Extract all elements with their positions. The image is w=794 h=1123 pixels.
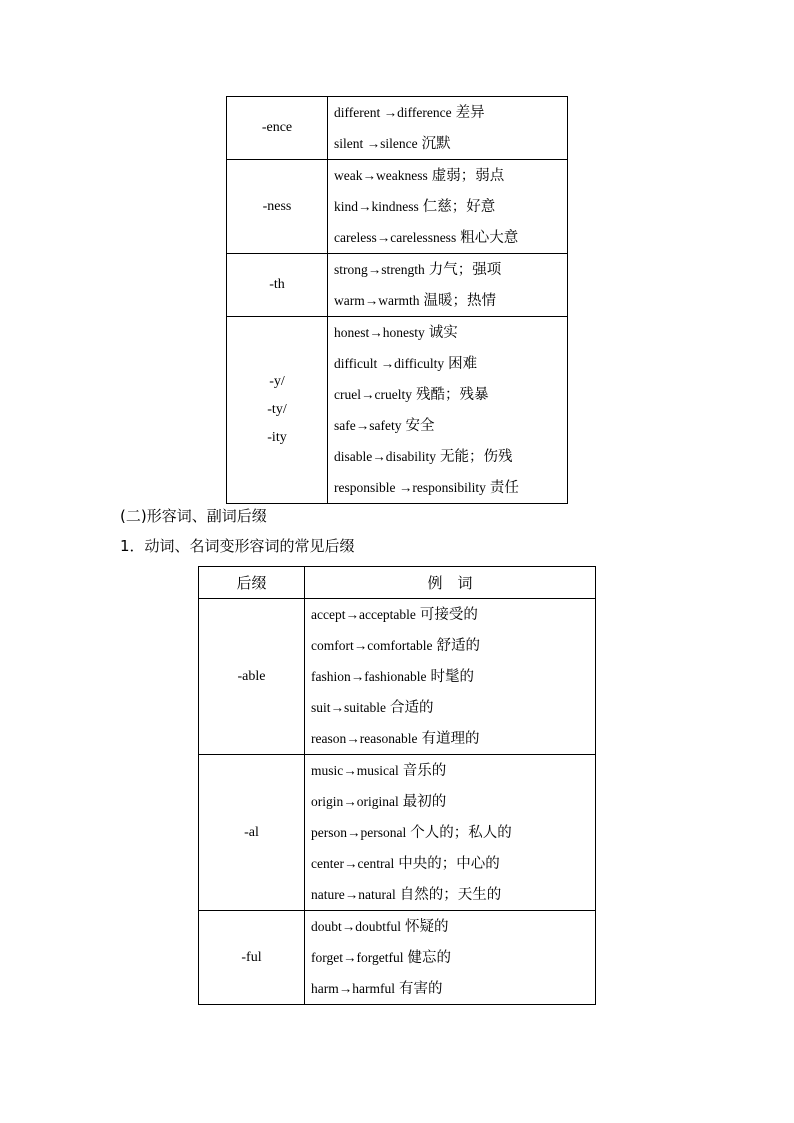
example-line [311,755,595,786]
example-meaning: 困难 [448,356,478,372]
example-meaning: 残酷；残暴 [415,387,489,403]
example-line [334,317,567,348]
example-meaning: 责任 [489,480,519,496]
example-line [334,254,567,285]
suffix-label: -ness [262,198,292,214]
example-word: warm→warmth [334,293,420,308]
example-line [334,285,567,316]
suffix-cell [199,755,305,911]
example-word: safe→safety [334,418,402,433]
example-word: careless→carelessness [334,230,457,245]
example-line [334,410,567,441]
example-meaning: 有道理的 [421,731,480,747]
suffix-cell [199,599,305,755]
header-examples: 例 词 [305,567,596,599]
table-row [227,317,568,504]
example-word: kind→kindness [334,199,419,214]
suffix-label: -ful [241,949,262,965]
adjective-suffix-table-body [199,599,596,1005]
example-meaning: 舒适的 [436,638,480,654]
example-line [311,630,595,661]
example-meaning: 中央的；中心的 [398,856,500,872]
table-row [227,97,568,160]
example-word: difficult →difficulty [334,356,445,371]
example-line [311,723,595,754]
example-word: weak→weakness [334,168,428,183]
example-word: fashion→fashionable [311,669,427,684]
example-meaning: 合适的 [390,700,434,716]
example-line [334,222,567,253]
example-word: accept→acceptable [311,607,416,622]
example-meaning: 力气；强项 [428,262,502,278]
suffix-cell [227,254,328,317]
example-line [311,661,595,692]
example-meaning: 无能；伤残 [440,449,513,465]
section-heading: (二)形容词、副词后缀 [120,507,267,525]
suffix-cell [227,317,328,504]
example-word: strong→strength [334,262,425,277]
example-line [334,191,567,222]
examples-cell [305,911,596,1005]
example-word: comfort→comfortable [311,638,433,653]
example-word: harm→harmful [311,981,395,996]
example-word: center→central [311,856,395,871]
example-meaning: 沉默 [421,136,451,152]
example-meaning: 自然的；天生的 [399,887,502,903]
example-word: origin→original [311,794,399,809]
table-header-row [199,567,596,599]
example-word: honest→honesty [334,325,425,340]
example-meaning: 诚实 [428,325,458,341]
example-word: responsible →responsibility [334,480,486,495]
example-line [311,879,595,910]
suffix-cell [227,160,328,254]
example-line [334,348,567,379]
suffix-label: -able [237,668,266,684]
example-meaning: 安全 [405,418,435,434]
example-meaning: 差异 [455,105,485,121]
example-word: disable→disability [334,449,436,464]
example-word: reason→reasonable [311,731,418,746]
subheading: 1．动词、名词变形容词的常见后缀 [120,537,355,555]
example-word: music→musical [311,763,399,778]
example-line [311,942,595,973]
example-word: cruel→cruelty [334,387,412,402]
example-word: person→personal [311,825,407,840]
example-meaning: 仁慈；好意 [422,199,496,215]
example-meaning: 音乐的 [402,763,447,779]
suffix-label: -th [269,277,285,292]
suffix-cell [199,911,305,1005]
example-line [334,97,567,128]
example-line [311,692,595,723]
examples-cell [328,160,568,254]
table-row [227,254,568,317]
example-meaning: 可接受的 [419,607,478,623]
examples-cell [305,755,596,911]
example-meaning: 个人的；私人的 [410,825,512,841]
example-meaning: 粗心大意 [460,230,519,246]
suffix-label: -y/ [269,374,285,389]
table-row [227,160,568,254]
suffix-label: -ity [267,430,287,445]
example-meaning: 有害的 [398,981,443,997]
table-row [199,599,596,755]
example-word: forget→forgetful [311,950,404,965]
example-line [334,441,567,472]
examples-cell [328,254,568,317]
table-row [199,911,596,1005]
example-meaning: 最初的 [402,794,447,810]
example-line [311,817,595,848]
example-line [334,128,567,159]
example-meaning: 时髦的 [430,669,474,685]
example-word: different →difference [334,105,452,120]
example-line [334,379,567,410]
table-row [199,755,596,911]
example-meaning: 温暖；热情 [423,293,496,309]
examples-cell [328,97,568,160]
suffix-label: -ty/ [267,402,287,417]
suffix-cell [227,97,328,160]
suffix-label: -al [244,824,259,840]
example-word: doubt→doubtful [311,919,401,934]
example-meaning: 虚弱；弱点 [431,168,505,184]
example-meaning: 健忘的 [407,950,451,966]
example-line [334,472,567,503]
example-line [311,599,595,630]
noun-suffix-table-body [227,97,568,504]
example-word: suit→suitable [311,700,386,715]
example-line [311,973,595,1004]
example-line [311,786,595,817]
suffix-label: -ence [261,120,293,135]
example-line [311,848,595,879]
example-word: silent →silence [334,136,418,151]
example-line [311,911,595,942]
example-word: nature→natural [311,887,396,902]
example-line [334,160,567,191]
example-meaning: 怀疑的 [405,919,449,935]
examples-cell [328,317,568,504]
noun-suffix-table [226,96,568,504]
header-suffix: 后缀 [199,567,305,599]
examples-cell [305,599,596,755]
adjective-suffix-table [198,566,596,1005]
